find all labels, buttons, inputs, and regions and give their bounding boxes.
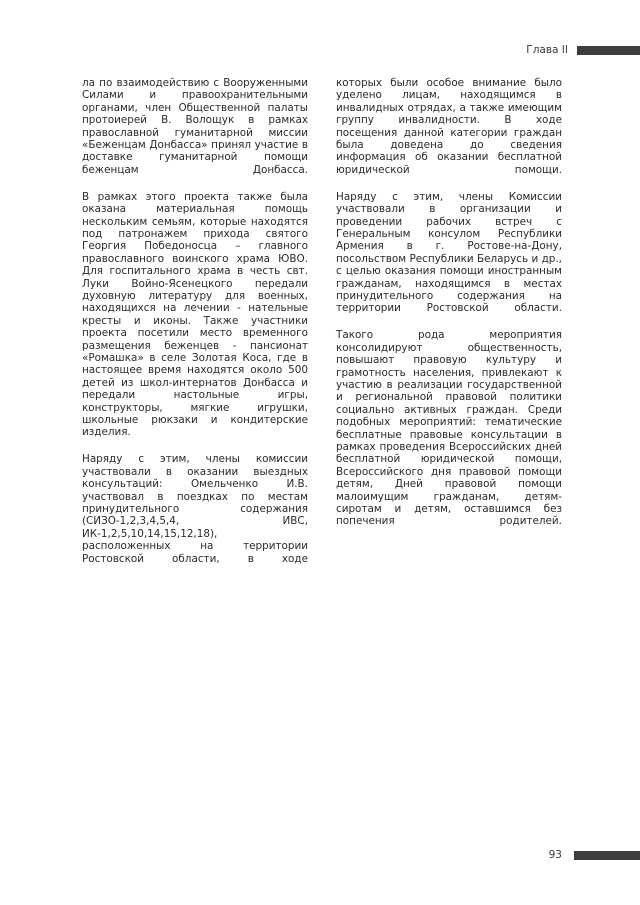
- paragraph: ла по взаимодействию с Вооруженными Силами и правоохранительными органами, член Общественной палаты протоиерей В. Волощук в рамках православной гуманитарной миссии «Беженцам Донбасса» принял участие в доставке гуманитарной помощи беженцам Донбасса.: [82, 77, 308, 176]
- left-column: [82, 77, 308, 580]
- chapter-title: Глава II: [526, 44, 568, 56]
- paragraph: которых были особое внимание было уделено лицам, находящимся в инвалидных отрядах, а также имеющим группу инвалидности. В ходе посещения данной категории граждан была доведена до сведения информация об оказании бесплатной юридической помощи.: [336, 77, 562, 176]
- right-column: [336, 77, 562, 542]
- page-number: 93: [548, 849, 562, 861]
- header-accent-bar: [577, 46, 640, 55]
- paragraph: Наряду с этим, члены Комиссии участвовали в организации и проведении рабочих встреч с Генеральным консулом Республики Армения в г. Ростове-на-Дону, посольством Республики Беларусь и др., с целью оказания помощи иностранным гражданам, находящимся в местах принудительного содержания на территории Ростовской области.: [336, 190, 562, 315]
- page-footer: [0, 847, 640, 863]
- page-header: [0, 42, 640, 58]
- paragraph: Наряду с этим, члены комиссии участвовали в оказании выездных консультаций: Омельченко И.В. участвовал в поездках по местам принудительного содержания (СИЗО-1,2,3,4,5,4, ИВС, ИК-1,2,5,10,14,15,12,18), расположенных на территории Ростовской области, в ходе: [82, 453, 308, 565]
- footer-accent-bar: [574, 851, 640, 860]
- paragraph: Такого рода мероприятия консолидируют общественность, повышают правовую культуру и грамотность населения, привлекают к участию в реализации государственной и региональной правовой политики социально активных граждан. Среди подобных мероприятий: тематические бесплатные правовые консультации в рамках проведения Всероссийских дней бесплатной юридической помощи, Всероссийского дня правовой помощи детям, Дней правовой помощи малоимущим гражданам, детям-сиротам и детям, оставшимся без попечения родителей.: [336, 329, 562, 528]
- paragraph: В рамках этого проекта также была оказана материальная помощь нескольким семьям, которые находятся под патронажем прихода святого Георгия Победоносца – главного православного воинского храма ЮВО. Для госпитального храма в честь свт. Луки Войно-Ясенецкого передали духовную литературу для военных, находящихся на лечении - нательные кресты и иконы. Также участники проекта посетили место временного размещения беженцев - пансионат «Ромашка» в селе Золотая Коса, где в настоящее время находятся около 500 детей из школ-интернатов Донбасса и передали настольные игры, конструкторы, мягкие игрушки, школьные рюкзаки и кондитерские изделия.: [82, 190, 308, 439]
